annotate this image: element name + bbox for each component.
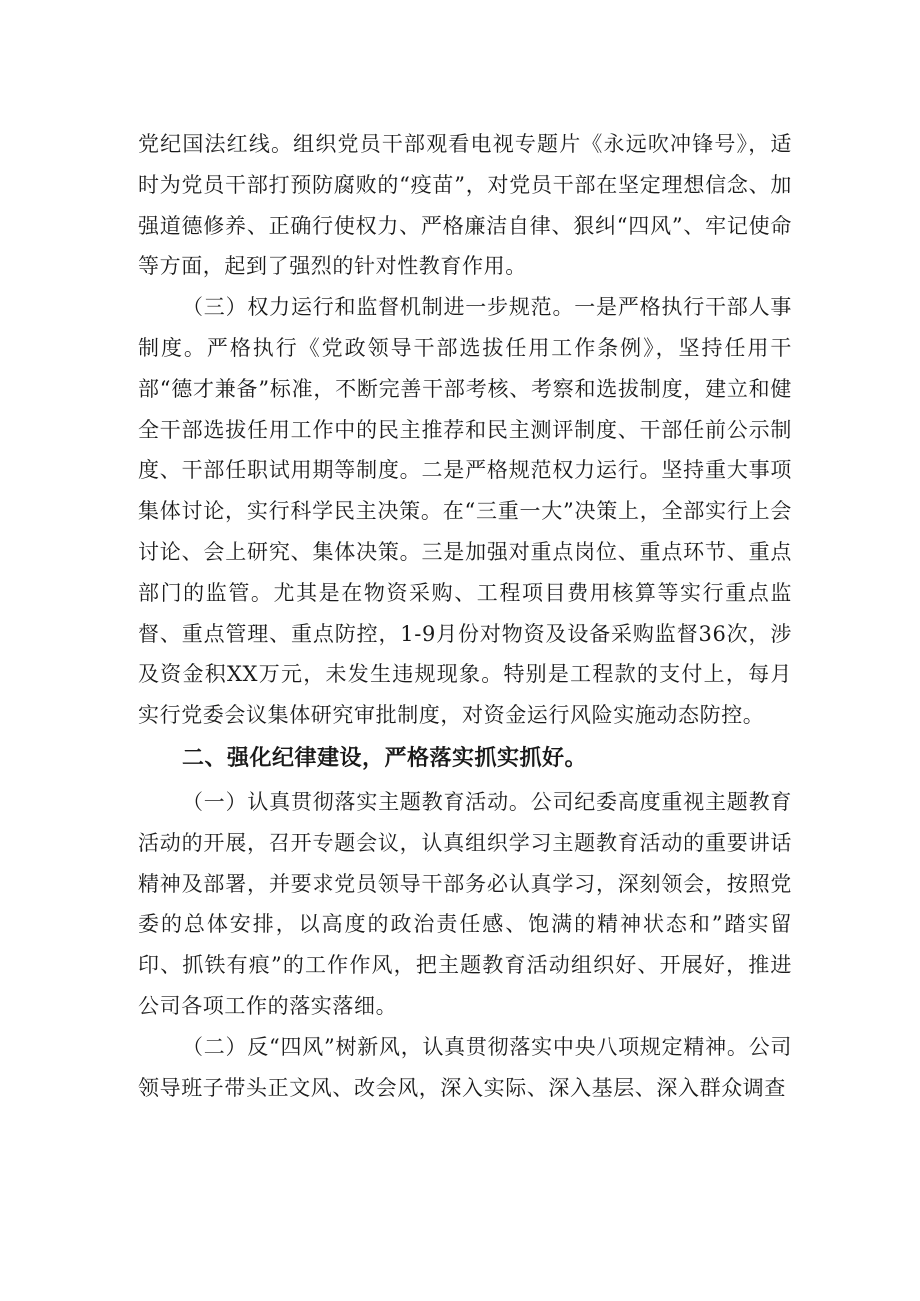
document-body [138, 124, 792, 1108]
paragraph-theme-education: （一）认真贯彻落实主题教育活动。公司纪委高度重视主题教育活动的开展，召开专题会议，认真组织学习主题教育活动的重要讲话精神及部署，并要求党员领导干部务必认真学习，深刻领会，按照党委的总体安排，以高度的政治责任感、饱满的精神状态和”踏实留印、抓铁有痕”的工作作风，把主题教育活动组织好、开展好，推进公司各项工作的落实落细。 [138, 789, 792, 1018]
paragraph-continuation: 党纪国法红线。组织党员干部观看电视专题片《永远吹冲锋号》，适时为党员干部打预防腐败的“疫苗”，对党员干部在坚定理想信念、加强道德修养、正确行使权力、严格廉洁自律、狠纠“四风”、牢记使命等方面，起到了强烈的针对性教育作用。 [138, 132, 792, 279]
paragraph-power-supervision: （三）权力运行和监督机制进一步规范。一是严格执行干部人事制度。严格执行《党政领导干部选拔任用工作条例》，坚持任用干部“德才兼备”标准，不断完善干部考核、考察和选拔制度，建立和健全干部选拔任用工作中的民主推荐和民主测评制度、干部任前公示制度、干部任职试用期等制度。二是严格规范权力运行。坚持重大事项集体讨论，实行科学民主决策。在“三重一大”决策上，全部实行上会讨论、会上研究、集体决策。三是加强对重点岗位、重点环节、重点部门的监管。尤其是在物资采购、工程项目费用核算等实行重点监督、重点管理、重点防控，1-9月份对物资及设备采购监督36次，涉及资金积XX万元，未发生违规现象。特别是工程款的支付上，每月实行党委会议集体研究审批制度，对资金运行风险实施动态防控。 [138, 295, 792, 728]
section-heading-2: 二、强化纪律建设，严格落实抓实抓好。 [182, 745, 588, 771]
paragraph-four-winds: （二）反“四风”树新风，认真贯彻落实中央八项规定精神。公司领导班子带头正文风、改会风，深入实际、深入基层、深入群众调查 [138, 1034, 792, 1100]
